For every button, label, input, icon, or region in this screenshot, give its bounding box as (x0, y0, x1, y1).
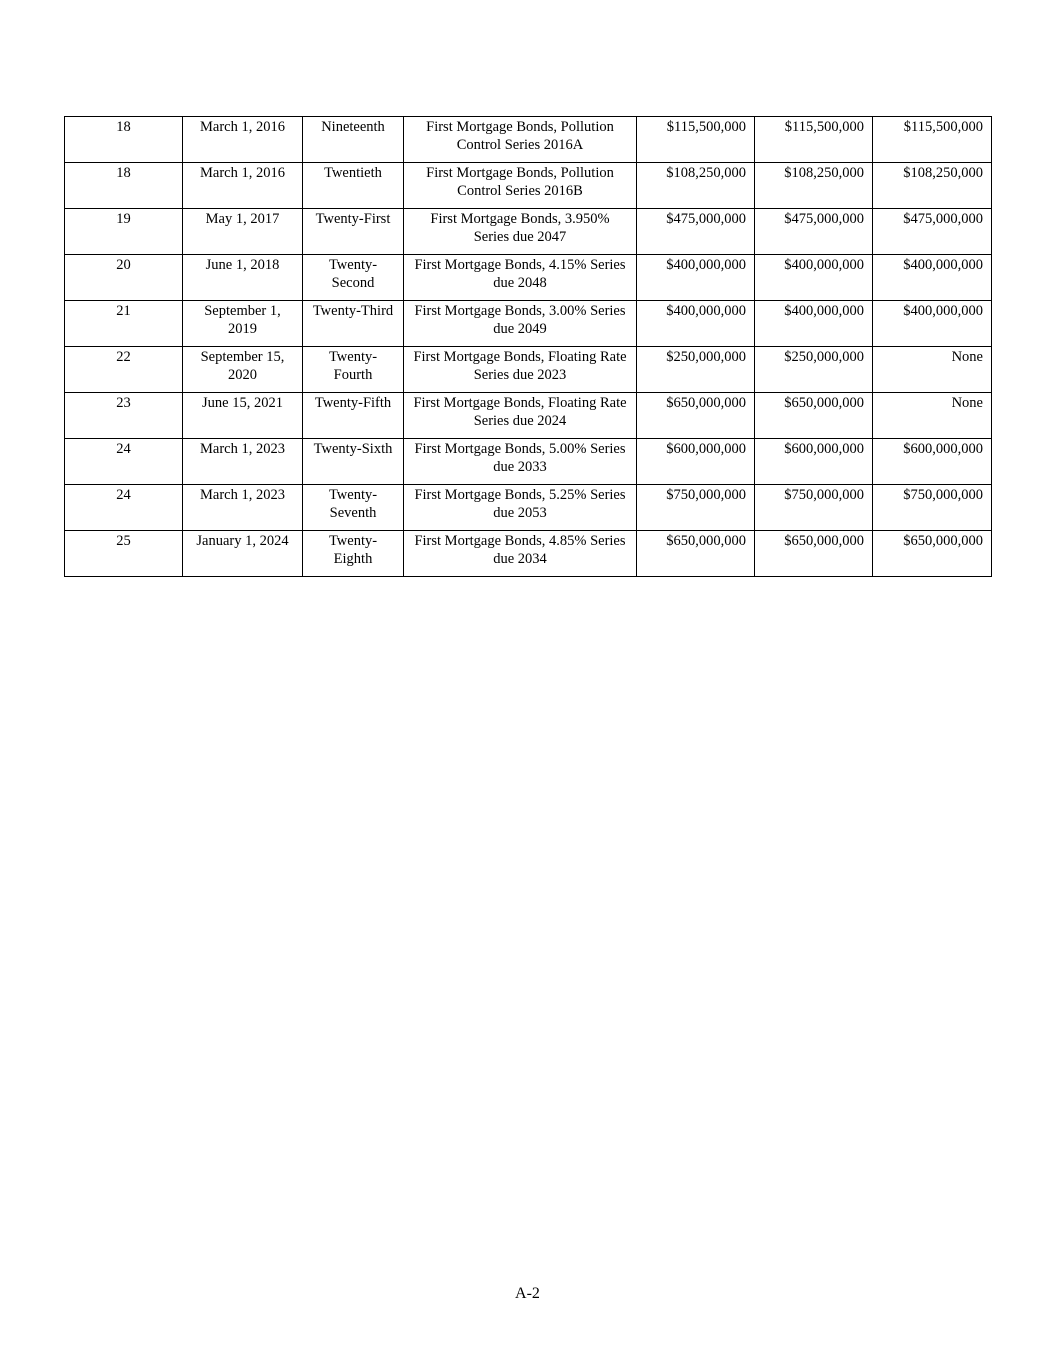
dated-cell: June 15, 2021 (183, 393, 303, 439)
series-cell: First Mortgage Bonds, 4.15% Series due 2048 (404, 255, 637, 301)
dated-cell: March 1, 2016 (183, 163, 303, 209)
amount-cell: $650,000,000 (637, 531, 755, 577)
amount-cell: $650,000,000 (755, 393, 873, 439)
amount-cell: $750,000,000 (873, 485, 992, 531)
amount-cell: $108,250,000 (873, 163, 992, 209)
amount-cell: None (873, 393, 992, 439)
amount-cell: None (873, 347, 992, 393)
amount-cell: $115,500,000 (873, 117, 992, 163)
amount-cell: $400,000,000 (873, 301, 992, 347)
supplemental-indenture-cell: Twenty-First (303, 209, 404, 255)
series-cell: First Mortgage Bonds, 3.950% Series due 2047 (404, 209, 637, 255)
supplement-number-cell: 25 (65, 531, 183, 577)
table-row (65, 393, 992, 439)
supplement-number-cell: 18 (65, 117, 183, 163)
series-cell: First Mortgage Bonds, 5.25% Series due 2053 (404, 485, 637, 531)
series-cell: First Mortgage Bonds, Floating Rate Series due 2024 (404, 393, 637, 439)
table-row (65, 209, 992, 255)
supplement-number-cell: 20 (65, 255, 183, 301)
dated-cell: March 1, 2023 (183, 485, 303, 531)
amount-cell: $400,000,000 (873, 255, 992, 301)
amount-cell: $400,000,000 (637, 301, 755, 347)
supplement-number-cell: 21 (65, 301, 183, 347)
series-cell: First Mortgage Bonds, 3.00% Series due 2049 (404, 301, 637, 347)
amount-cell: $600,000,000 (637, 439, 755, 485)
supplemental-indenture-cell: Twenty-Fifth (303, 393, 404, 439)
supplement-number-cell: 22 (65, 347, 183, 393)
page-number: A-2 (515, 1285, 540, 1302)
supplement-number-cell: 24 (65, 439, 183, 485)
table-row (65, 439, 992, 485)
supplemental-indenture-cell: Twenty-Second (303, 255, 404, 301)
amount-cell: $650,000,000 (637, 393, 755, 439)
amount-cell: $400,000,000 (755, 255, 873, 301)
amount-cell: $475,000,000 (873, 209, 992, 255)
amount-cell: $400,000,000 (637, 255, 755, 301)
supplemental-indenture-cell: Twenty-Eighth (303, 531, 404, 577)
series-cell: First Mortgage Bonds, Pollution Control Series 2016A (404, 117, 637, 163)
supplement-number-cell: 19 (65, 209, 183, 255)
amount-cell: $475,000,000 (637, 209, 755, 255)
dated-cell: March 1, 2023 (183, 439, 303, 485)
series-cell: First Mortgage Bonds, Pollution Control Series 2016B (404, 163, 637, 209)
table-row (65, 347, 992, 393)
dated-cell: March 1, 2016 (183, 117, 303, 163)
amount-cell: $650,000,000 (873, 531, 992, 577)
supplemental-indenture-cell: Twenty-Seventh (303, 485, 404, 531)
amount-cell: $115,500,000 (755, 117, 873, 163)
series-cell: First Mortgage Bonds, Floating Rate Series due 2023 (404, 347, 637, 393)
supplemental-indenture-cell: Twenty-Third (303, 301, 404, 347)
series-cell: First Mortgage Bonds, 5.00% Series due 2033 (404, 439, 637, 485)
amount-cell: $250,000,000 (637, 347, 755, 393)
supplemental-indenture-cell: Nineteenth (303, 117, 404, 163)
amount-cell: $108,250,000 (637, 163, 755, 209)
table-body (65, 117, 992, 577)
dated-cell: May 1, 2017 (183, 209, 303, 255)
amount-cell: $115,500,000 (637, 117, 755, 163)
supplement-number-cell: 18 (65, 163, 183, 209)
bond-issues-table (64, 116, 992, 577)
amount-cell: $475,000,000 (755, 209, 873, 255)
amount-cell: $108,250,000 (755, 163, 873, 209)
table-row (65, 255, 992, 301)
amount-cell: $600,000,000 (873, 439, 992, 485)
amount-cell: $250,000,000 (755, 347, 873, 393)
table-row (65, 163, 992, 209)
amount-cell: $400,000,000 (755, 301, 873, 347)
table-row (65, 531, 992, 577)
table-row (65, 485, 992, 531)
dated-cell: January 1, 2024 (183, 531, 303, 577)
amount-cell: $750,000,000 (755, 485, 873, 531)
amount-cell: $600,000,000 (755, 439, 873, 485)
supplement-number-cell: 23 (65, 393, 183, 439)
amount-cell: $650,000,000 (755, 531, 873, 577)
table-row (65, 301, 992, 347)
supplement-number-cell: 24 (65, 485, 183, 531)
series-cell: First Mortgage Bonds, 4.85% Series due 2034 (404, 531, 637, 577)
amount-cell: $750,000,000 (637, 485, 755, 531)
supplemental-indenture-cell: Twentieth (303, 163, 404, 209)
dated-cell: September 1, 2019 (183, 301, 303, 347)
table-row (65, 117, 992, 163)
supplemental-indenture-cell: Twenty-Fourth (303, 347, 404, 393)
dated-cell: September 15, 2020 (183, 347, 303, 393)
dated-cell: June 1, 2018 (183, 255, 303, 301)
supplemental-indenture-cell: Twenty-Sixth (303, 439, 404, 485)
